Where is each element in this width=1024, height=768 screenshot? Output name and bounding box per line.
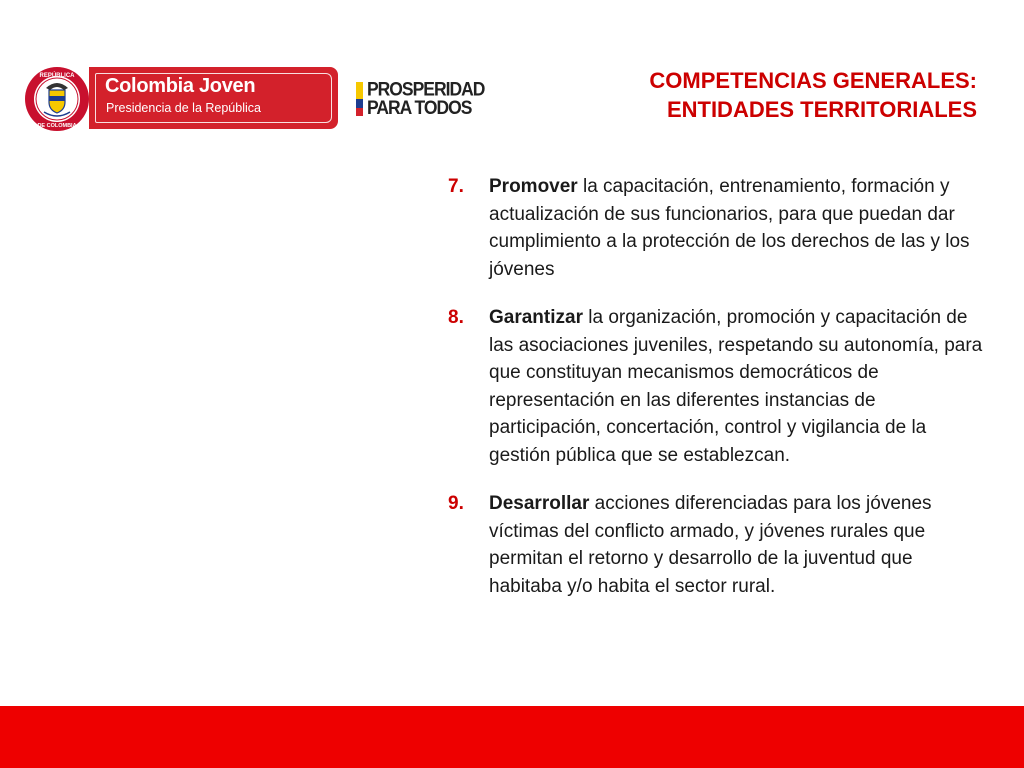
- republica-de-colombia-seal-icon: [24, 66, 90, 132]
- colombia-joven-title: Colombia Joven: [105, 75, 256, 97]
- list-item: [448, 304, 988, 469]
- list-item: [448, 490, 988, 600]
- list-item: [448, 173, 988, 283]
- svg-text:DE COLOMBIA: DE COLOMBIA: [37, 123, 77, 129]
- colombia-joven-logo: [89, 67, 338, 129]
- prosperidad-line1: PROSPERIDAD: [367, 77, 485, 100]
- item-verb: Desarrollar: [489, 493, 590, 514]
- item-number: 8.: [448, 307, 464, 328]
- prosperidad-line2: PARA TODOS: [367, 96, 472, 119]
- item-number: 7.: [448, 176, 464, 197]
- item-number: 9.: [448, 493, 464, 514]
- slide-title: [649, 66, 977, 124]
- item-text: la capacitación, entrenamiento, formación y actualización de sus funcionarios, para que puedan dar cumplimiento a la protección de los derechos de las y los jóvenes: [489, 176, 970, 280]
- item-text: acciones diferenciadas para los jóvenes víctimas del conflicto armado, y jóvenes rurales que permitan el retorno y desarrollo de la juventud que habitaba y/o habita el sector rural.: [489, 493, 932, 597]
- item-verb: Promover: [489, 176, 578, 197]
- item-text: la organización, promoción y capacitación de las asociaciones juveniles, respetando su autonomía, para que constituyan mecanismos democráticos de representación en las diferentes instancias de participación, concertación, control y vigilancia de la gestión pública que se establezcan.: [489, 307, 983, 466]
- prosperidad-para-todos-logo: [367, 77, 485, 119]
- slide-title-line2: ENTIDADES TERRITORIALES: [666, 97, 977, 122]
- competencias-list: [448, 173, 988, 621]
- colombia-joven-subtitle: Presidencia de la República: [106, 101, 261, 115]
- colombian-flag-icon: [356, 82, 363, 116]
- slide-title-line1: COMPETENCIAS GENERALES:: [649, 68, 977, 93]
- svg-text:REPÚBLICA: REPÚBLICA: [39, 73, 75, 79]
- item-verb: Garantizar: [489, 307, 583, 328]
- footer-bar: [0, 706, 1024, 768]
